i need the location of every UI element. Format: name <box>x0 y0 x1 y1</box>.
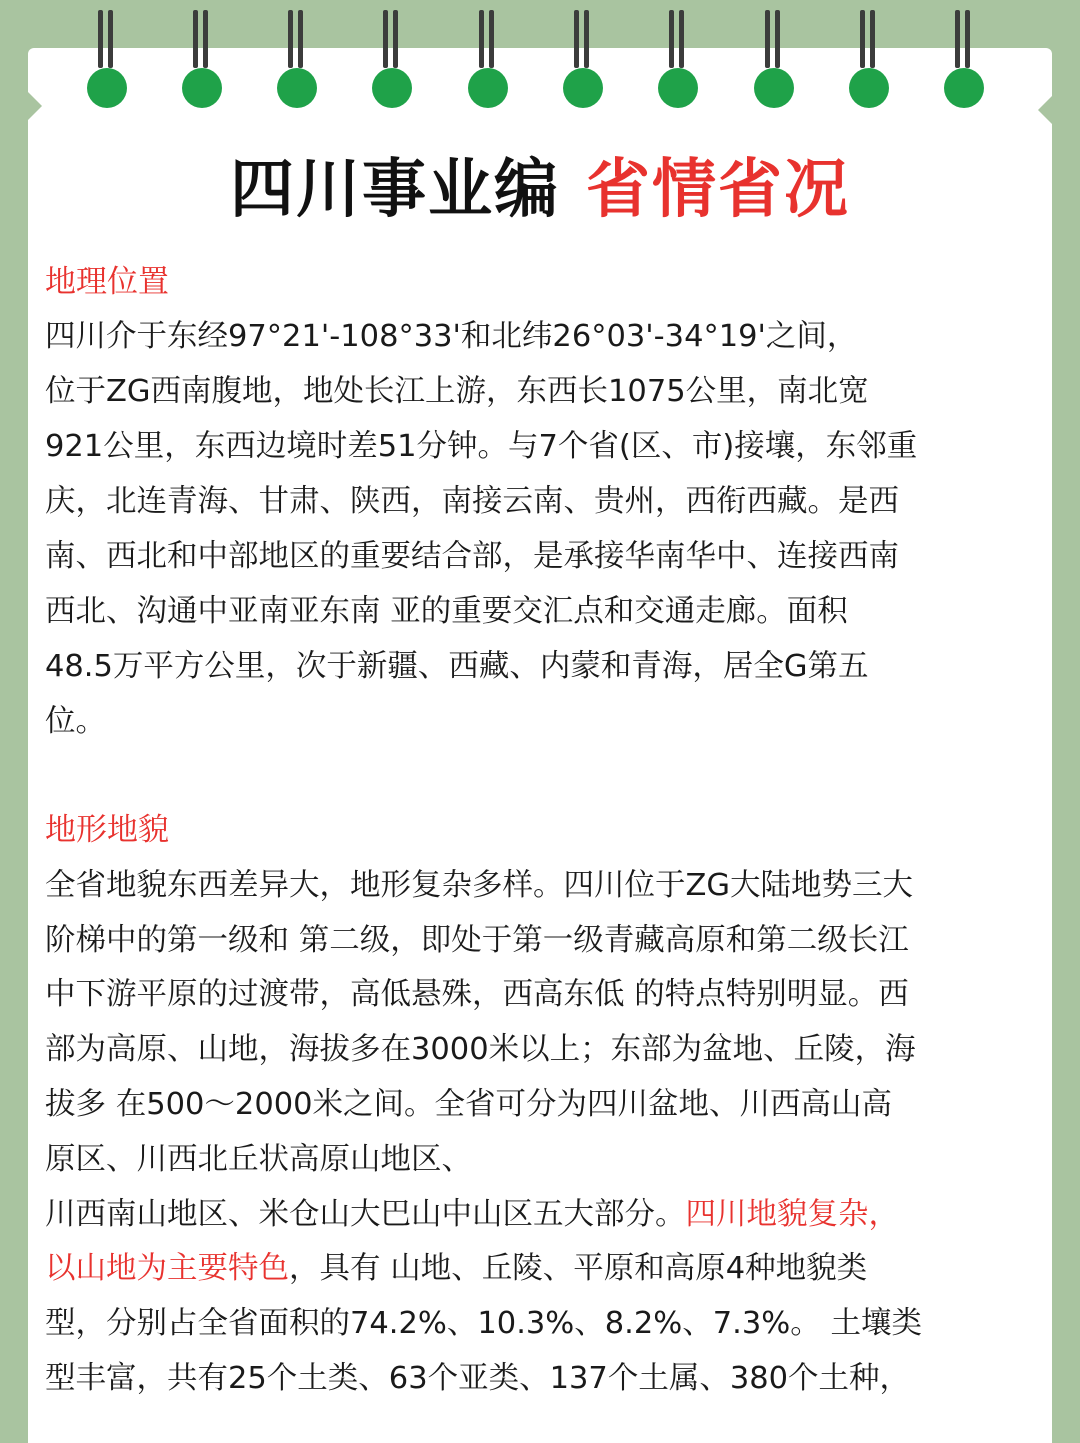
body-line: 庆，北连青海、甘肃、陕西，南接云南、贵州，西衔西藏。是西 <box>45 484 899 519</box>
binder-ring-icon <box>561 10 605 110</box>
body-line: 型丰富，共有25个土类、63个亚类、137个土属、380个土种， <box>45 1361 911 1396</box>
body-line: 南、西北和中部地区的重要结合部，是承接华南华中、连接西南 <box>45 539 899 574</box>
body-text: 川西南山地区、米仓山大巴山中山区五大部分。 <box>45 1197 686 1232</box>
body-line <box>45 1243 867 1287</box>
body-line: 全省地貌东西差异大，地形复杂多样。四川位于ZG大陆地势三大 <box>45 868 914 903</box>
binder-ring-icon <box>847 10 891 110</box>
binder-ring-icon <box>656 10 700 110</box>
page-title <box>0 138 1080 230</box>
binder-ring-icon <box>370 10 414 110</box>
body-line: 四川介于东经97°21'-108°33'和北纬26°03'-34°19'之间， <box>45 319 858 354</box>
note-paper <box>28 48 1052 1443</box>
body-line: 位。 <box>45 704 106 739</box>
highlight-text: 以山地为主要特色 <box>45 1251 289 1286</box>
title-highlight: 省情省况 <box>586 153 850 227</box>
title-main: 四川事业编 <box>230 153 560 227</box>
body-line: 48.5万平方公里，次于新疆、西藏、内蒙和青海，居全G第五 <box>45 649 869 684</box>
body-line: 原区、川西北丘状高原山地区、 <box>45 1142 472 1177</box>
body-line: 位于ZG西南腹地，地处长江上游，东西长1075公里，南北宽 <box>45 374 869 409</box>
body-line: 型，分别占全省面积的74.2%、10.3%、8.2%、7.3%。 土壤类 <box>45 1306 922 1341</box>
body-line: 921公里，东西边境时差51分钟。与7个省(区、市)接壤，东邻重 <box>45 429 918 464</box>
section-heading-terrain: 地形地貌 <box>45 812 169 848</box>
body-text: ，具有 山地、丘陵、平原和高原4种地貌类 <box>289 1251 868 1286</box>
body-line: 中下游平原的过渡带，高低悬殊，西高东低 的特点特别明显。西 <box>45 977 909 1012</box>
paper-notch-left <box>28 92 42 120</box>
highlight-text: 四川地貌复杂， <box>685 1197 899 1232</box>
binder-ring-icon <box>466 10 510 110</box>
binder-ring-icon <box>85 10 129 110</box>
section-heading-location: 地理位置 <box>45 264 169 300</box>
binder-ring-icon <box>180 10 224 110</box>
body-line: 西北、沟通中亚南亚东南 亚的重要交汇点和交通走廊。面积 <box>45 594 848 629</box>
binder-ring-icon <box>752 10 796 110</box>
paper-notch-right <box>1038 96 1052 124</box>
body-line: 部为高原、山地，海拔多在3000米以上；东部为盆地、丘陵，海 <box>45 1032 916 1067</box>
body-line: 拔多 在500～2000米之间。全省可分为四川盆地、川西高山高 <box>45 1087 893 1122</box>
body-line <box>45 1189 899 1233</box>
binder-ring-icon <box>275 10 319 110</box>
body-line: 阶梯中的第一级和 第二级，即处于第一级青藏高原和第二级长江 <box>45 923 909 958</box>
binder-ring-icon <box>942 10 986 110</box>
